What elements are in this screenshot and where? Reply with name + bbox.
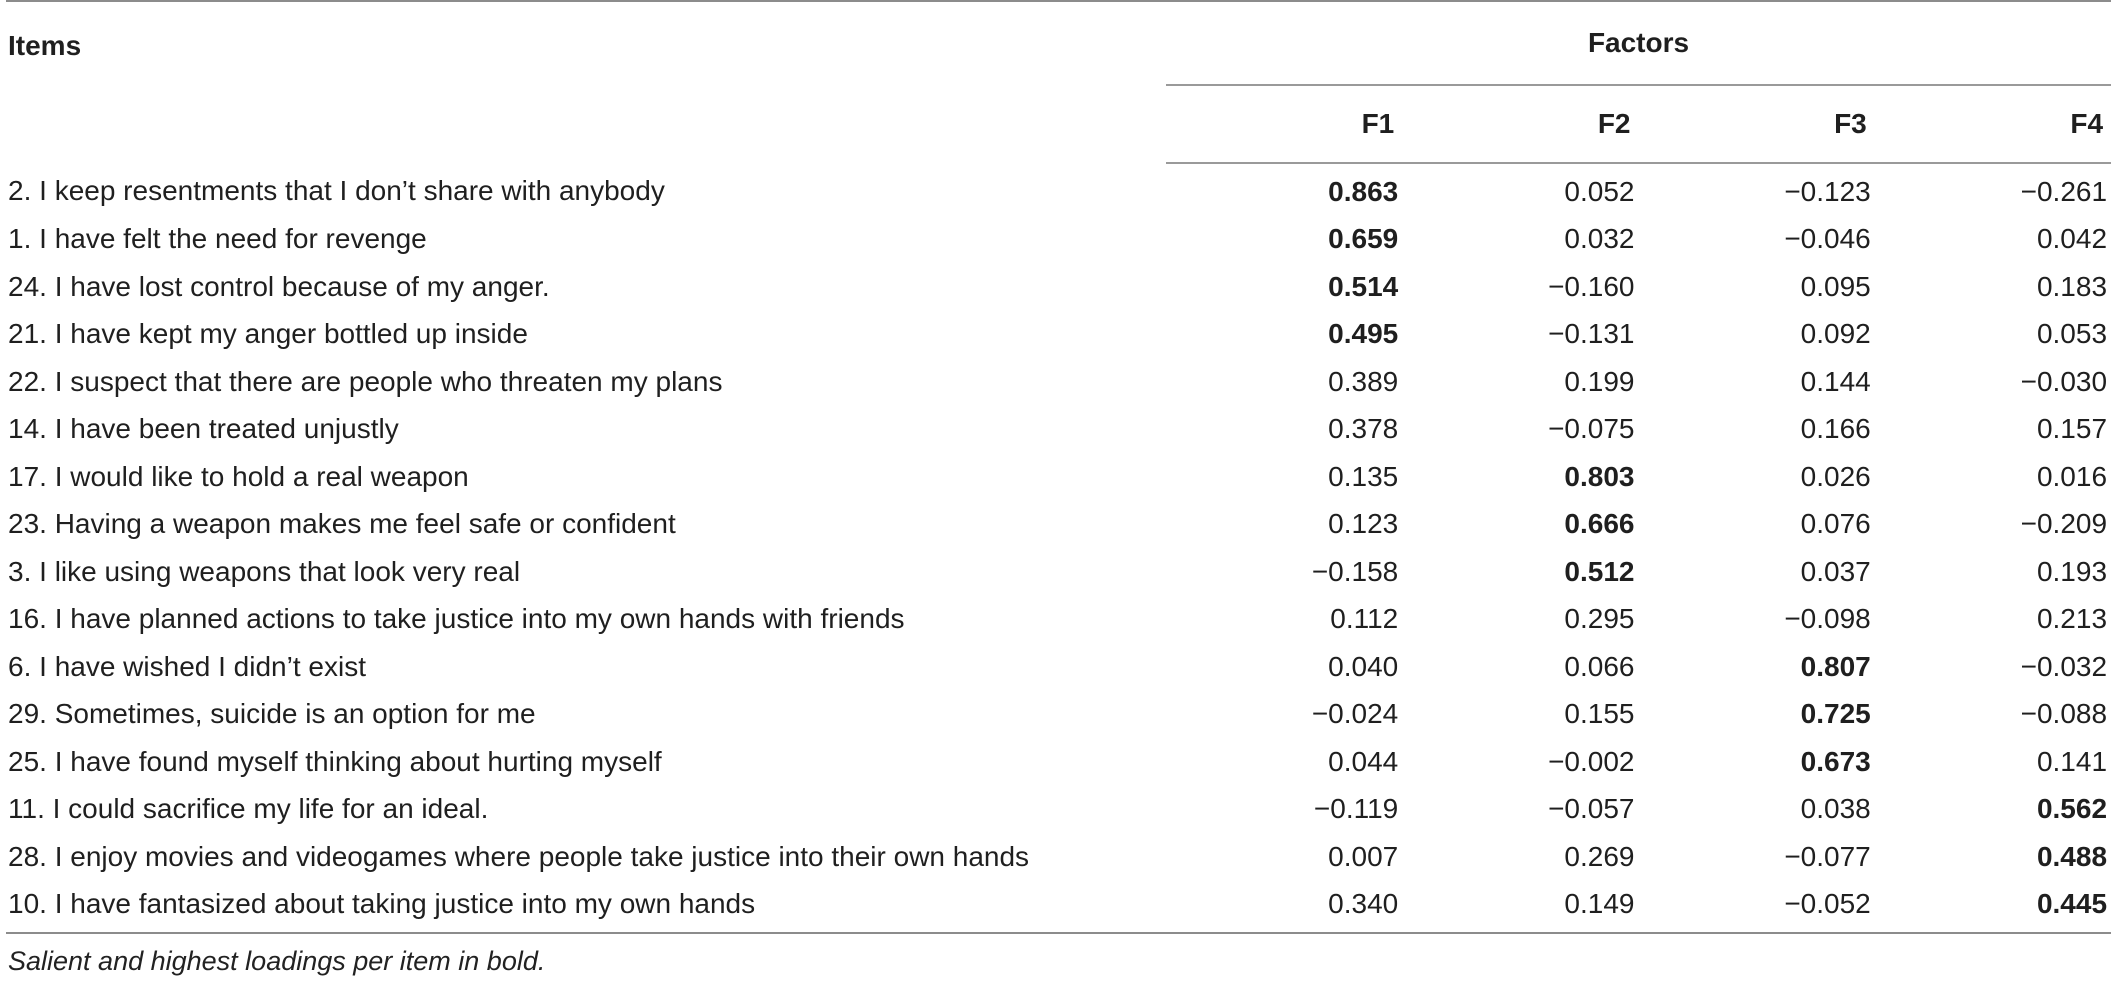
- table-row: [6, 786, 2111, 834]
- item-cell: 23. Having a weapon makes me feel safe or confident: [8, 508, 676, 540]
- table-body: [6, 163, 2111, 933]
- loading-cell-f4: 0.193: [2036, 555, 2108, 587]
- factor-header-f4: F4: [1875, 85, 2111, 163]
- factor-loadings-table-frame: [6, 0, 2111, 934]
- loading-cell-f2: 0.149: [1402, 881, 1638, 934]
- loading-cell-f2: 0.066: [1564, 650, 1635, 682]
- item-cell: 21. I have kept my anger bottled up inside: [8, 318, 528, 350]
- loading-cell-f1: −0.024: [1311, 698, 1399, 730]
- loading-cell-f3: 0.673: [1800, 745, 1871, 777]
- loading-cell-f2: 0.803: [1564, 460, 1635, 492]
- loading-cell-f3: −0.098: [1784, 603, 1871, 635]
- item-cell: 16. I have planned actions to take justice into my own hands with friends: [8, 603, 905, 635]
- loading-cell-f3: 0.026: [1800, 460, 1871, 492]
- table-row: [6, 833, 2111, 881]
- loading-cell-f1: 0.044: [1328, 745, 1399, 777]
- loading-cell-f1: 0.340: [1166, 881, 1402, 934]
- header-row-top: [6, 1, 2111, 85]
- item-cell: 10. I have fantasized about taking justice into my own hands: [6, 881, 1166, 934]
- loading-cell-f4: −0.088: [2020, 698, 2108, 730]
- item-cell: 2. I keep resentments that I don’t share with anybody: [8, 175, 665, 207]
- item-cell: 11. I could sacrifice my life for an ideal.: [8, 793, 489, 825]
- loading-cell-f3: 0.725: [1800, 698, 1871, 730]
- loading-cell-f4: 0.562: [2036, 793, 2108, 825]
- loading-cell-f4: 0.183: [2036, 270, 2108, 302]
- loading-cell-f2: 0.155: [1564, 698, 1635, 730]
- item-cell: 24. I have lost control because of my anger.: [8, 270, 550, 302]
- loading-cell-f3: 0.037: [1800, 555, 1871, 587]
- loading-cell-f1: 0.514: [1328, 270, 1399, 302]
- factor-header-f1: F1: [1166, 85, 1402, 163]
- loading-cell-f1: 0.123: [1328, 508, 1399, 540]
- items-column-header: Items: [6, 1, 1166, 163]
- loading-cell-f3: 0.144: [1800, 365, 1871, 397]
- loading-cell-f2: 0.199: [1564, 365, 1635, 397]
- loading-cell-f3: 0.076: [1800, 508, 1871, 540]
- loading-cell-f3: 0.038: [1800, 793, 1871, 825]
- item-cell: 6. I have wished I didn’t exist: [8, 650, 366, 682]
- loading-cell-f1: 0.378: [1328, 413, 1399, 445]
- item-cell: 14. I have been treated unjustly: [8, 413, 399, 445]
- item-cell: 1. I have felt the need for revenge: [8, 223, 427, 255]
- table-row: [6, 406, 2111, 454]
- loading-cell-f1: −0.158: [1311, 555, 1399, 587]
- loading-cell-f1: 0.112: [1330, 603, 1399, 635]
- table-row: [6, 501, 2111, 549]
- factor-header-f2: F2: [1402, 85, 1638, 163]
- loading-cell-f2: 0.269: [1564, 840, 1635, 872]
- factor-loadings-table: [6, 0, 2111, 934]
- item-cell: 3. I like using weapons that look very real: [8, 555, 521, 587]
- loading-cell-f2: −0.160: [1548, 270, 1635, 302]
- loading-cell-f3: −0.123: [1784, 175, 1871, 207]
- table-row: [6, 311, 2111, 359]
- loading-cell-f1: 0.659: [1328, 223, 1399, 255]
- loading-cell-f3: −0.046: [1784, 223, 1871, 255]
- table-row: [6, 163, 2111, 216]
- loading-cell-f4: −0.030: [2020, 365, 2108, 397]
- table-row: [6, 216, 2111, 264]
- loading-cell-f2: 0.052: [1564, 175, 1635, 207]
- loading-cell-f1: 0.040: [1328, 650, 1399, 682]
- table-row: [6, 596, 2111, 644]
- loading-cell-f2: 0.666: [1564, 508, 1635, 540]
- factors-group-header: Factors: [1166, 1, 2111, 85]
- loading-cell-f3: 0.166: [1800, 413, 1871, 445]
- item-cell: 22. I suspect that there are people who threaten my plans: [8, 365, 723, 397]
- item-cell: 25. I have found myself thinking about hurting myself: [8, 745, 662, 777]
- loading-cell-f2: 0.295: [1564, 603, 1635, 635]
- loading-cell-f1: 0.135: [1328, 460, 1399, 492]
- loading-cell-f4: 0.488: [2036, 840, 2108, 872]
- loading-cell-f2: −0.057: [1548, 793, 1635, 825]
- table-footnote: Salient and highest loadings per item in bold.: [8, 946, 546, 976]
- loading-cell-f4: 0.213: [2036, 603, 2108, 635]
- item-cell: 28. I enjoy movies and videogames where people take justice into their own hands: [8, 840, 1030, 872]
- loading-cell-f1: 0.495: [1328, 318, 1399, 350]
- item-cell: 17. I would like to hold a real weapon: [8, 460, 469, 492]
- loading-cell-f1: −0.119: [1313, 793, 1399, 825]
- loading-cell-f3: 0.092: [1800, 318, 1871, 350]
- table-row: [6, 453, 2111, 501]
- table-header: [6, 1, 2111, 163]
- loading-cell-f3: −0.052: [1639, 881, 1875, 934]
- loading-cell-f3: −0.077: [1784, 840, 1871, 872]
- loading-cell-f2: −0.002: [1548, 745, 1635, 777]
- loading-cell-f1: 0.389: [1328, 365, 1399, 397]
- loading-cell-f4: −0.032: [2020, 650, 2108, 682]
- factor-header-f3: F3: [1639, 85, 1875, 163]
- loading-cell-f4: −0.209: [2020, 508, 2108, 540]
- loading-cell-f2: −0.075: [1548, 413, 1635, 445]
- table-row: [6, 881, 2111, 934]
- loading-cell-f4: 0.141: [2036, 745, 2108, 777]
- table-row: [6, 263, 2111, 311]
- loading-cell-f4: 0.157: [2036, 413, 2108, 445]
- loading-cell-f4: 0.445: [1875, 881, 2111, 934]
- loading-cell-f2: 0.512: [1564, 555, 1635, 587]
- table-row: [6, 691, 2111, 739]
- table-row: [6, 548, 2111, 596]
- loading-cell-f3: 0.095: [1800, 270, 1871, 302]
- item-cell: 29. Sometimes, suicide is an option for me: [8, 698, 536, 730]
- loading-cell-f3: 0.807: [1800, 650, 1871, 682]
- loading-cell-f4: −0.261: [2020, 175, 2108, 207]
- loading-cell-f2: −0.131: [1548, 318, 1635, 350]
- loading-cell-f2: 0.032: [1564, 223, 1635, 255]
- table-row: [6, 738, 2111, 786]
- table-row: [6, 358, 2111, 406]
- loading-cell-f4: 0.053: [2036, 318, 2108, 350]
- table-row: [6, 643, 2111, 691]
- loading-cell-f1: 0.007: [1328, 840, 1399, 872]
- loading-cell-f1: 0.863: [1328, 175, 1399, 207]
- loading-cell-f4: 0.042: [2036, 223, 2108, 255]
- loading-cell-f4: 0.016: [2036, 460, 2108, 492]
